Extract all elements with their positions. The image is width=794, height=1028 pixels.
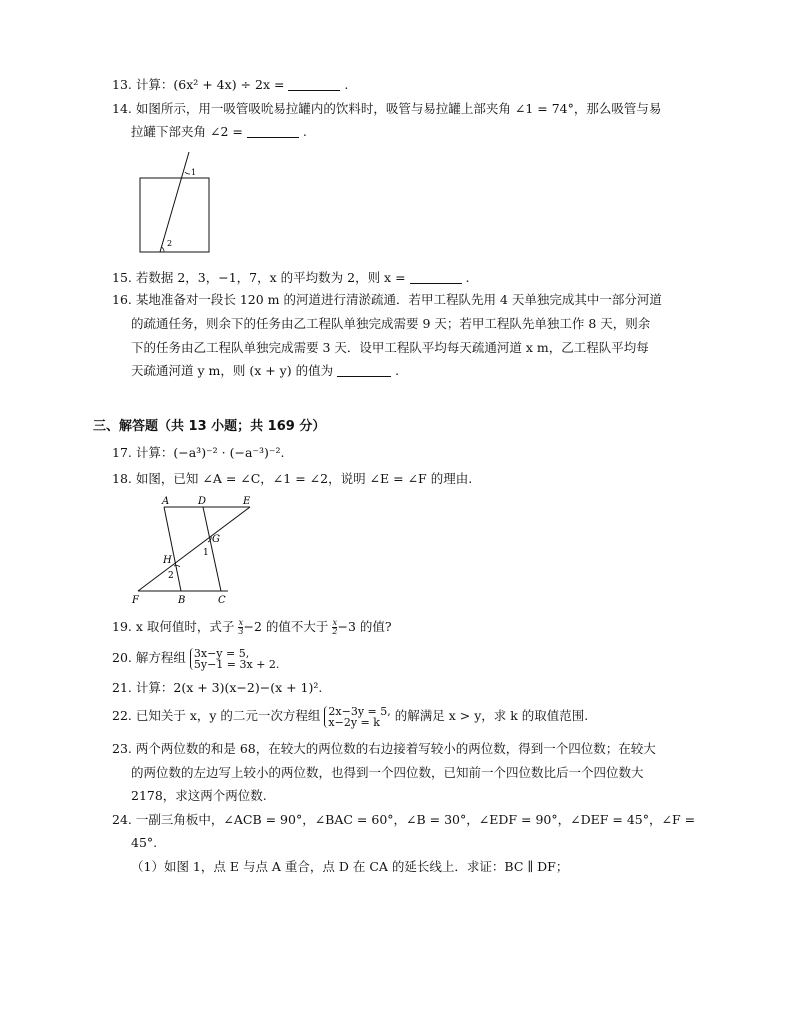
equation-system: 3x−y = 5, 5y−1 = 3x + 2. [190,648,280,670]
question-number: 22. [112,708,132,723]
answer-blank[interactable] [337,364,391,377]
question-14-line2: 拉罐下部夹角 ∠2 = . [131,124,307,139]
question-24: 24. 一副三角板中，∠ACB = 90°，∠BAC = 60°，∠B = 30°，∠EDF = 90°，∠DEF = 45°，∠F = [112,812,696,827]
question-number: 23. [112,741,132,756]
question-22: 22. 已知关于 x，y 的二元一次方程组 2x−3y = 5, x−2y = k 的解满足 x > y，求 k 的取值范围. [112,704,589,729]
label-1: 1 [203,548,209,558]
question-15: 15. 若数据 2，3，−1，7，x 的平均数为 2，则 x = . [112,270,470,285]
label-B: B [178,595,186,606]
question-16 [112,292,662,308]
question-13: 13. 计算：(6x² + 4x) ÷ 2x = . [112,77,349,92]
question-text: 计算：(−a³)⁻² · (−a⁻³)⁻². [135,445,285,460]
question-number: 14. [112,101,132,116]
question-number: 18. [112,471,132,486]
question-number: 13. [112,77,132,92]
fraction-x-over-2: $\frac{x}{2}$ [332,618,338,636]
question-16-line4: 天疏通河道 y m，则 (x + y) 的值为 . [131,363,400,378]
question-text-line1: 如图所示，用一吸管吸吮易拉罐内的饮料时，吸管与易拉罐上部夹角 ∠1 = 74°，那么吸管与易 [135,101,662,116]
question-number: 19. [112,619,132,634]
question-17 [112,445,284,461]
question-number: 24. [112,812,132,827]
question-23-line3: 2178，求这两个两位数. [131,788,267,803]
label-F: F [132,595,139,606]
question-14 [112,101,661,117]
question-23: 23. 两个两位数的和是 68，在较大的两位数的右边接着写较小的两位数，得到一个四位数；在较大 [112,741,656,756]
fraction-x-over-3: $\frac{x}{3}$ [238,618,244,636]
angle-1-arc [185,172,190,174]
question-number: 20. [112,650,132,665]
can-rectangle [140,178,209,252]
question-number: 15. [112,270,132,285]
question-23-line2: 的两位数的左边写上较小的两位数，也得到一个四位数，已知前一个四位数比后一个四位数大 [131,765,644,780]
angle-2-label: 2 [167,239,173,248]
answer-blank[interactable] [288,78,340,91]
label-H: H [163,555,172,566]
question-text-line2: 拉罐下部夹角 ∠2 = [131,124,243,139]
line-FE [138,507,250,591]
angle-1-label: 1 [191,168,197,177]
question-text: 计算：2(x + 3)(x−2)−(x + 1)². [135,680,323,695]
question-number: 17. [112,445,132,460]
label-A: A [162,496,170,507]
question-text-line1: 某地准备对一段长 120 m 的河道进行清淤疏通．若甲工程队先用 4 天单独完成其中一部分河道 [135,292,662,307]
question-24-sub1: （1）如图 1，点 E 与点 A 重合，点 D 在 CA 的延长线上．求证：BC ∥ DF； [131,859,569,874]
can-straw-figure [136,150,216,256]
question-number: 21. [112,680,132,695]
label-E: E [243,496,251,507]
section-3-title: 三、解答题（共 13 小题；共 169 分） [93,419,326,434]
question-18 [112,471,472,487]
label-C: C [218,595,226,606]
question-text: 若数据 2，3，−1，7，x 的平均数为 2，则 x = [135,270,406,285]
question-24-line2: 45°. [131,835,158,850]
question-text: 如图，已知 ∠A = ∠C，∠1 = ∠2，说明 ∠E = ∠F 的理由. [135,471,473,486]
question-20: 20. 解方程组 3x−y = 5, 5y−1 = 3x + 2. [112,646,280,671]
answer-blank[interactable] [247,125,299,138]
label-2: 2 [168,571,174,581]
question-number: 16. [112,292,132,307]
answer-blank[interactable] [410,271,462,284]
label-G: G [212,534,220,545]
equation-system: 2x−3y = 5, x−2y = k [324,706,390,728]
straw-line [160,152,189,252]
parallel-lines-figure [128,490,258,608]
question-16-line2: 的疏通任务，则余下的任务由乙工程队单独完成需要 9 天；若甲工程队先单独工作 8 天，则余 [131,316,651,331]
question-16-line3: 下的任务由乙工程队单独完成需要 3 天．设甲工程队平均每天疏通河道 x m，乙工程队平均每 [131,340,649,355]
question-19: 19. x 取何值时，式子 $\frac{x}{3}$ −2 的值不大于 $\frac{x}{2}$ −3 的值? [112,618,392,636]
question-text: 计算：(6x² + 4x) ÷ 2x = [135,77,285,92]
label-D: D [198,496,207,507]
question-21 [112,680,322,696]
angle-2-arc [174,565,180,567]
